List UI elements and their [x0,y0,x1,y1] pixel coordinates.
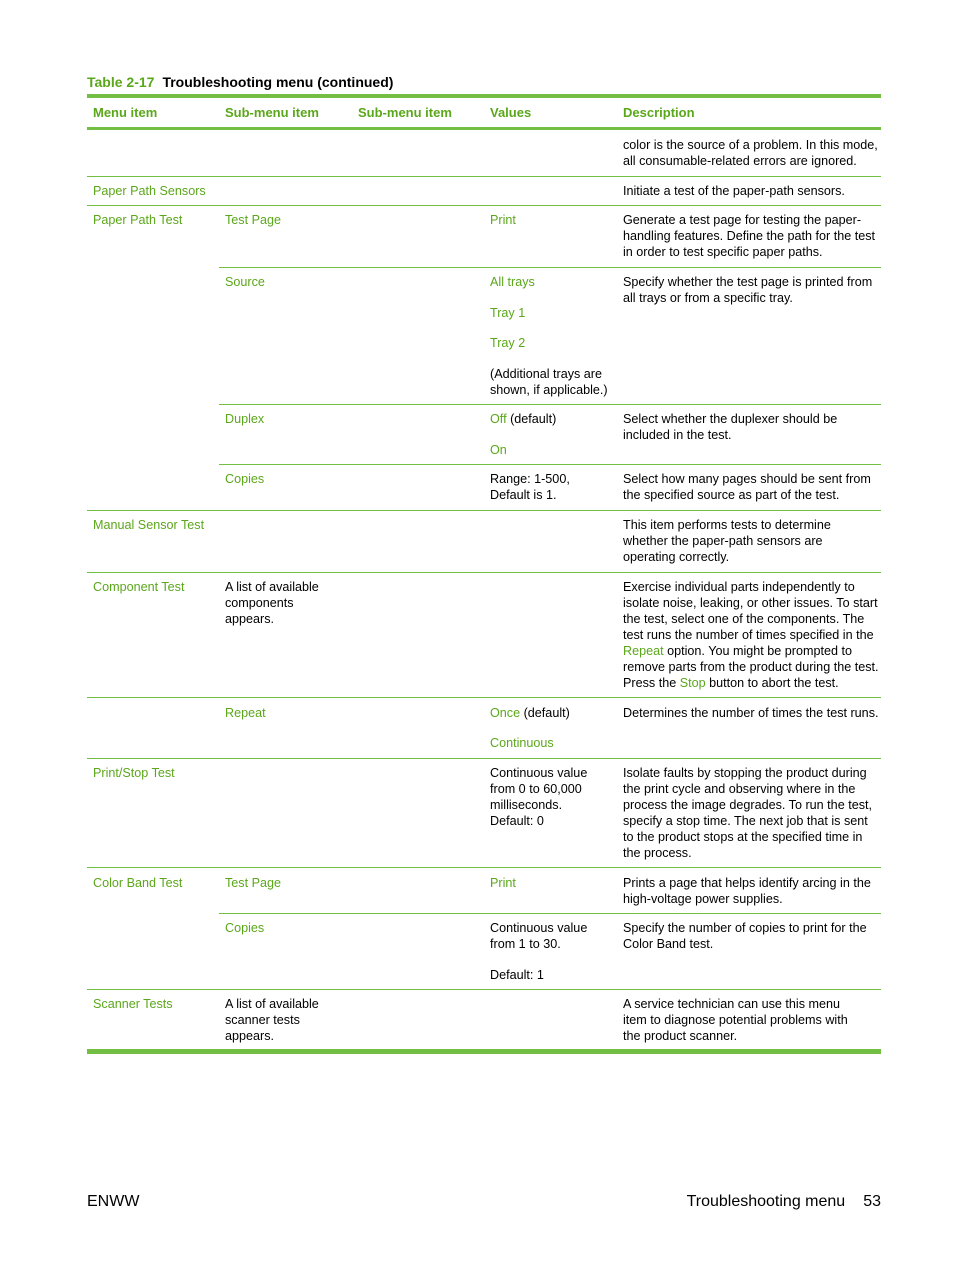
row-divider [87,989,881,990]
row7-description: Exercise individual parts independently to isolate noise, leaking, or other issues. To start the test, select one of the components. The test runs the number of times specified in the Repeat option. You might be prompted to remove parts from the product during the test. Press the Stop button to abort the test. [623,580,879,690]
menu-item-print-stop-test[interactable]: Print/Stop Test [93,766,175,780]
value-once[interactable]: Once [490,706,521,720]
row1-description: Initiate a test of the paper-path sensors. [623,184,845,198]
value-continuous-range: Continuous value from 0 to 60,000 milliseconds. Default: 0 [490,766,588,828]
row8-description: Determines the number of times the test runs. [623,706,879,720]
row9-description: Isolate faults by stopping the product during the print cycle and observing where in the process the image degrades. To run the test, specify a stop time. The next job that is sent to the product stops at the specified time in the process. [623,766,872,860]
page-number: 53 [863,1193,881,1210]
row4-description: Select whether the duplexer should be included in the test. [623,412,838,442]
row10-description: Prints a page that helps identify arcing in the high-voltage power supplies. [623,876,871,906]
value-once-default [490,705,570,721]
table-caption [87,74,393,90]
header-description: Description [623,105,695,120]
row2-description: Generate a test page for testing the paper-handling features. Define the path for the test in order to test specific paper paths. [623,213,876,259]
submenu-test-page[interactable]: Test Page [225,213,282,227]
menu-item-component-test[interactable]: Component Test [93,580,185,594]
table-number: Table 2-17 [87,74,155,90]
scanner-list-note: A list of available scanner tests appears. [225,997,319,1043]
table-top-rule [87,94,881,98]
default-label: (default) [506,412,557,426]
value-continuous[interactable]: Continuous [490,736,554,750]
row-divider [219,913,881,914]
row3-description: Specify whether the test page is printed from all trays or from a specific tray. [623,275,873,305]
value-on[interactable]: On [490,443,507,457]
submenu-duplex[interactable]: Duplex [225,412,265,426]
component-list-note: A list of available components appears. [225,580,319,626]
header-rule [87,127,881,130]
row-divider [87,867,881,868]
submenu-repeat[interactable]: Repeat [225,706,266,720]
row11-description: Specify the number of copies to print for the Color Band test. [623,921,867,951]
row-divider [87,697,881,698]
value-additional-trays-note: (Additional trays are shown, if applicable.) [490,367,608,397]
row-divider [87,510,881,511]
row-divider [87,758,881,759]
value-off[interactable]: Off [490,412,507,426]
row-divider [219,464,881,465]
menu-item-scanner-tests[interactable]: Scanner Tests [93,997,173,1011]
row0-description: color is the source of a problem. In this mode, all consumable-related errors are ignored. [623,138,878,168]
submenu-copies[interactable]: Copies [225,921,265,935]
row6-description: This item performs tests to determine whether the paper-path sensors are operating correctly. [623,518,831,564]
value-default-1: Default: 1 [490,968,544,982]
footer-enww: ENWW [87,1193,140,1210]
table-title: Troubleshooting menu (continued) [162,74,394,90]
value-all-trays[interactable]: All trays [490,275,535,289]
header-values: Values [490,105,532,120]
menu-item-paper-path-sensors[interactable]: Paper Path Sensors [93,184,206,198]
value-off-default [490,411,556,427]
value-continuous-1-30: Continuous value from 1 to 30. [490,921,588,951]
repeat-link[interactable]: Repeat [623,644,664,658]
row5-description: Select how many pages should be sent from the specified source as part of the test. [623,472,871,502]
row12-description: A service technician can use this menu item to diagnose potential problems with the product scanner. [623,997,848,1043]
table-bottom-rule [87,1049,881,1054]
submenu-source[interactable]: Source [225,275,265,289]
value-tray-2[interactable]: Tray 2 [490,336,526,350]
menu-item-paper-path-test[interactable]: Paper Path Test [93,213,183,227]
value-print[interactable]: Print [490,213,516,227]
row-divider [87,205,881,206]
header-sub-menu-item-2: Sub-menu item [358,105,452,120]
row-divider [219,404,881,405]
stop-link[interactable]: Stop [679,676,706,690]
value-range: Range: 1-500, Default is 1. [490,472,570,502]
value-print[interactable]: Print [490,876,516,890]
submenu-test-page[interactable]: Test Page [225,876,282,890]
header-sub-menu-item-1: Sub-menu item [225,105,319,120]
row-divider [87,572,881,573]
menu-item-manual-sensor-test[interactable]: Manual Sensor Test [93,518,205,532]
header-menu-item: Menu item [93,105,158,120]
row-divider [87,176,881,177]
row-divider [219,267,881,268]
footer-right [687,1193,881,1211]
submenu-copies[interactable]: Copies [225,472,265,486]
value-tray-1[interactable]: Tray 1 [490,306,526,320]
menu-item-color-band-test[interactable]: Color Band Test [93,876,183,890]
default-label: (default) [520,706,570,720]
footer-section: Troubleshooting menu [686,1193,846,1210]
